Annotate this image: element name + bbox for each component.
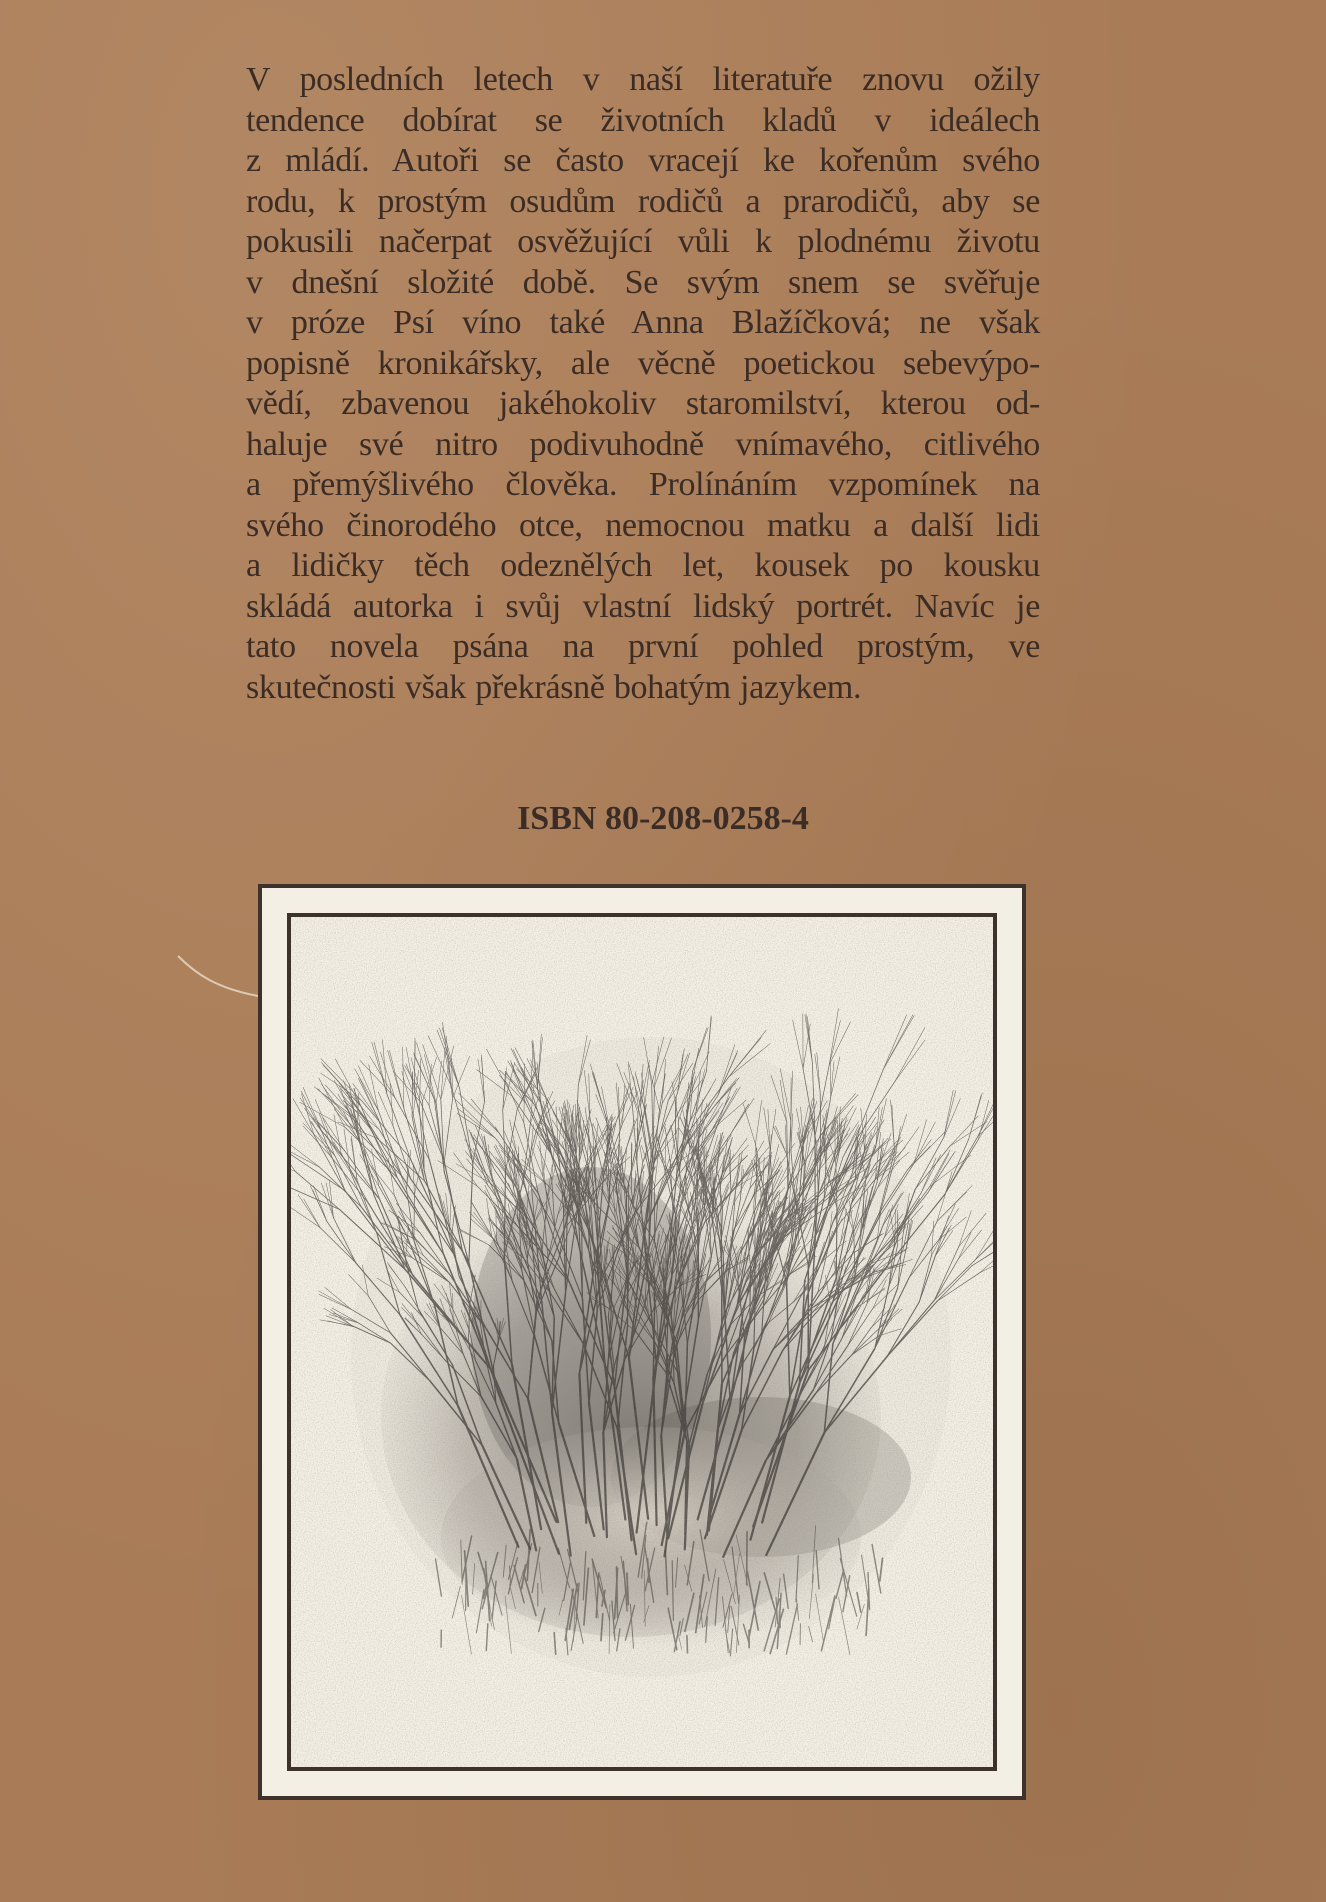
blurb-line: tato novela psána na první pohled prostým, ve bbox=[246, 628, 1040, 665]
blurb-line: tendence dobírat se životních kladů v ideálech bbox=[246, 101, 1040, 139]
blurb-line: v próze Psí víno také Anna Blažíčková; ne však bbox=[246, 304, 1040, 341]
cover-scratch-mark bbox=[176, 954, 260, 998]
blurb-line: haluje své nitro podivuhodně vnímavého, citlivého bbox=[246, 425, 1040, 463]
blurb-line: skutečnosti však překrásně bohatým jazykem. bbox=[246, 668, 862, 706]
blurb-line: a lidičky těch odeznělých let, kousek po kousku bbox=[246, 547, 1040, 584]
blurb-line: svého činorodého otce, nemocnou matku a další lidi bbox=[246, 506, 1040, 544]
blurb-line: V posledních letech v naší literatuře znovu ožily bbox=[246, 61, 1040, 98]
illustration-inner-frame bbox=[287, 913, 997, 1771]
blurb-line: a přemýšlivého člověka. Prolínáním vzpomínek na bbox=[246, 466, 1040, 503]
blurb-line: pokusili načerpat osvěžující vůli k plodnému životu bbox=[246, 223, 1040, 260]
blurb-line: skládá autorka i svůj vlastní lidský portrét. Navíc je bbox=[246, 587, 1040, 625]
blurb-line: popisně kronikářsky, ale věcně poetickou sebevýpo- bbox=[246, 344, 1040, 382]
illustration-outer-frame bbox=[258, 884, 1026, 1800]
blurb-line: vědí, zbavenou jakéhokoliv staromilství, kterou od- bbox=[246, 385, 1040, 422]
isbn-label: ISBN 80-208-0258-4 bbox=[517, 800, 809, 837]
blurb-line: z mládí. Autoři se často vracejí ke kořenům svého bbox=[246, 142, 1040, 179]
blurb-line: rodu, k prostým osudům rodičů a prarodičů, aby se bbox=[246, 182, 1040, 220]
blurb-text bbox=[246, 60, 1040, 708]
bush-drawing-illustration bbox=[291, 917, 993, 1767]
blurb-line: v dnešní složité době. Se svým snem se svěřuje bbox=[246, 263, 1040, 301]
